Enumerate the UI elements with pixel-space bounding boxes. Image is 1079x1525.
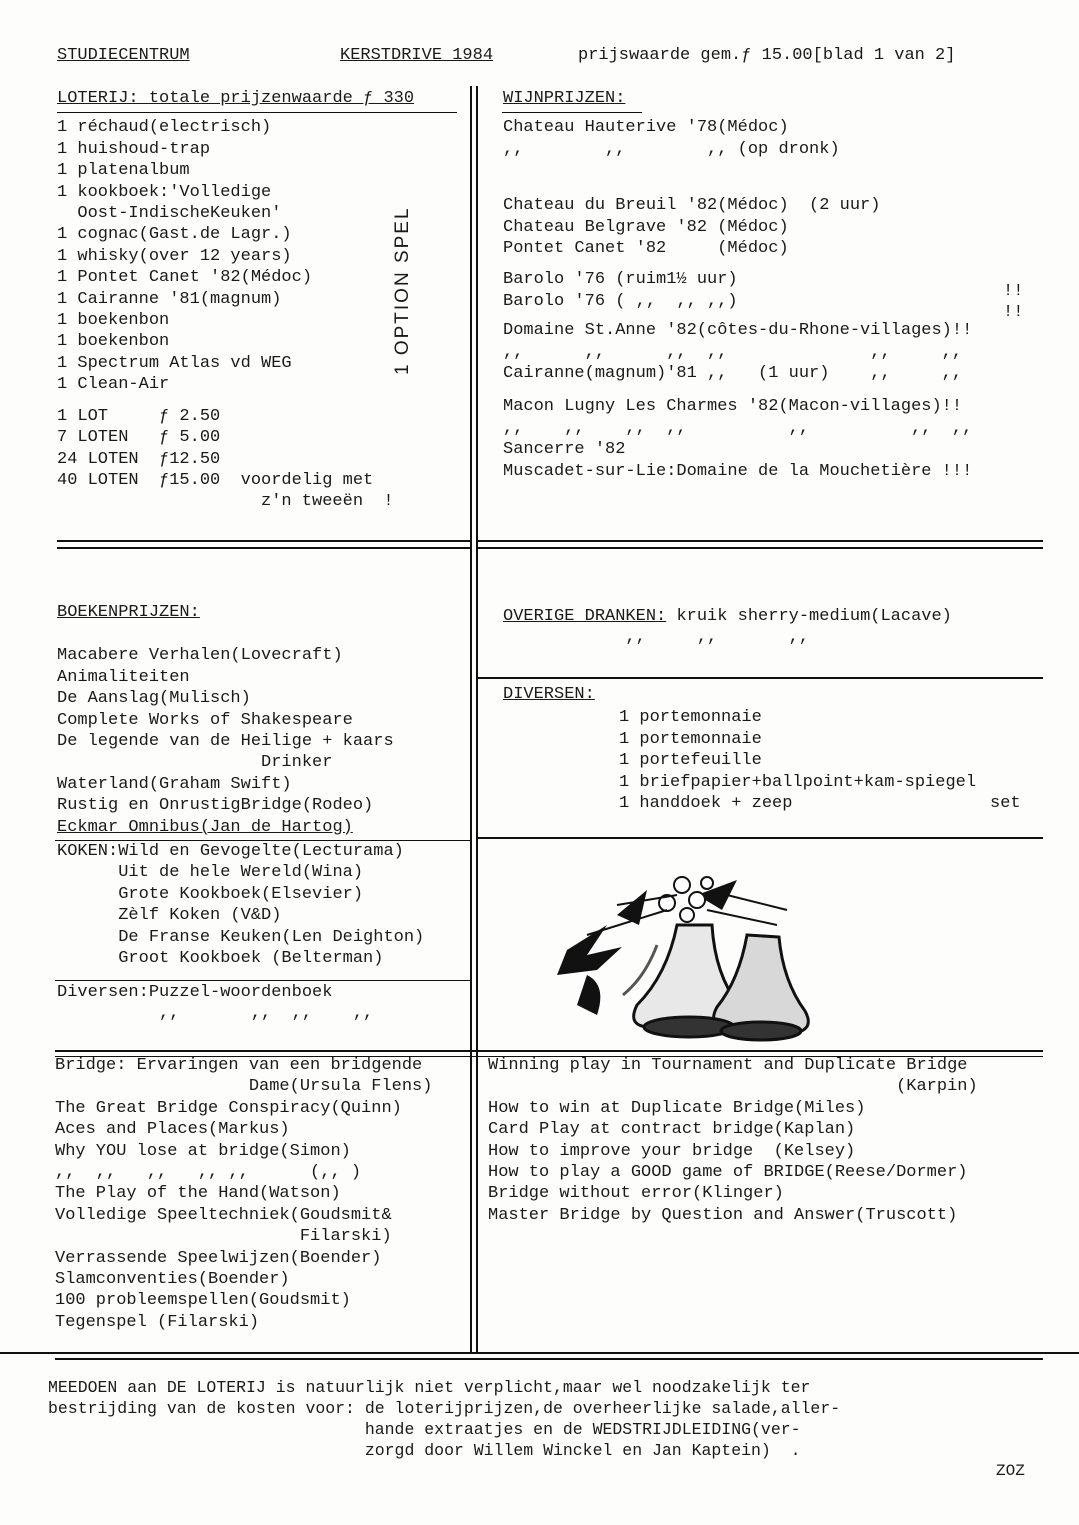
diversen-set: set — [990, 794, 1021, 813]
loterij-item: 1 cognac(Gast.de Lagr.) — [57, 225, 292, 245]
rule-wijn-2 — [478, 547, 1043, 549]
loterij-title: LOTERIJ: totale prijzenwaarde ƒ 330 — [57, 89, 415, 108]
bridge-left-item: Verrassende Speelwijzen(Boender) — [55, 1248, 382, 1268]
diversen-right-item: 1 portemonnaie — [619, 729, 762, 749]
boek-item: Eckmar Omnibus(Jan de Hartog) — [57, 817, 353, 837]
barolo-mark: !! — [1003, 282, 1024, 301]
bridge-right-item: How to win at Duplicate Bridge(Miles) — [488, 1098, 866, 1118]
wijn-item: Chateau du Breuil '82(Médoc) (2 uur) — [503, 196, 881, 216]
diversen-left-item: ,, ,, ,, ,, — [57, 1004, 374, 1024]
overige-title: OVERIGE DRANKEN: — [503, 607, 667, 626]
bridge-right-section — [488, 1055, 978, 1226]
rule-bottom-2 — [55, 1358, 1043, 1360]
rule-diversen-left — [55, 980, 470, 981]
header-studiecentrum: STUDIECENTRUM — [57, 46, 190, 65]
diversen-right-section — [503, 684, 976, 814]
bridge-right-item: How to improve your bridge (Kelsey) — [488, 1141, 856, 1161]
bridge-right-item: Master Bridge by Question and Answer(Truscott) — [488, 1205, 958, 1225]
wijn-item: Chateau Hauterive '78(Médoc) — [503, 118, 789, 138]
wijn-item: Domaine St.Anne '82(côtes-du-Rhone-villages)!! — [503, 321, 973, 341]
boek-item: De legende van de Heilige + kaars — [57, 732, 394, 752]
boek-item: Complete Works of Shakespeare — [57, 710, 353, 730]
loterij-section — [57, 88, 414, 513]
diversen-right-item: 1 portemonnaie — [619, 708, 762, 728]
wijn-item: Cairanne(magnum)'81 ,, (1 uur) ,, ,, — [503, 364, 963, 384]
wijn-item: Macon Lugny Les Charmes '82(Macon-villages)!! — [503, 397, 963, 417]
barolo-mark: !! — [1003, 303, 1024, 322]
bridge-left-item: Why YOU lose at bridge(Simon) — [55, 1141, 351, 1161]
bridge-right-item: Bridge without error(Klinger) — [488, 1184, 784, 1204]
boek-item: Animaliteiten — [57, 667, 190, 687]
boek-item: De Aanslag(Mulisch) — [57, 689, 251, 709]
wijn-title: WIJNPRIJZEN: — [503, 89, 626, 108]
option-spel-label: 1 OPTION SPEL — [392, 206, 413, 375]
overige-section — [503, 606, 952, 649]
bridge-left-item: The Great Bridge Conspiracy(Quinn) — [55, 1098, 402, 1118]
koken-item: Zèlf Koken (V&D) — [57, 906, 282, 926]
wijn-item: Barolo '76 ( ,, ,, ,,) — [503, 291, 738, 311]
bridge-right-item: Card Play at contract bridge(Kaplan) — [488, 1120, 856, 1140]
loterij-item: 1 Clean-Air — [57, 375, 170, 395]
loterij-item: Oost-IndischeKeuken' — [57, 204, 282, 224]
wijn-section — [503, 88, 972, 482]
bridge-left-item: Aces and Places(Markus) — [55, 1120, 290, 1140]
loterij-item: 1 kookboek:'Volledige — [57, 182, 272, 202]
rule-bottom-1 — [0, 1352, 1079, 1354]
header-prijswaarde: prijswaarde gem.ƒ 15.00[blad 1 van 2] — [578, 46, 956, 65]
bridge-left-item: ,, ,, ,, ,, ,, (,, ) — [55, 1163, 362, 1183]
koken-item: KOKEN:Wild en Gevogelte(Lecturama) — [57, 842, 404, 861]
koken-item: De Franse Keuken(Len Deighton) — [57, 927, 425, 947]
footer-line: MEEDOEN aan DE LOTERIJ is natuurlijk niet verplicht,maar wel noodzakelijk ter — [48, 1378, 811, 1397]
wijn-item: Barolo '76 (ruim1½ uur) — [503, 270, 738, 290]
loterij-item: 1 platenalbum — [57, 161, 190, 181]
rule-overige — [478, 677, 1043, 679]
footer-line: hande extraatjes en de WEDSTRIJDLEIDING(ver- — [48, 1420, 801, 1439]
bridge-left-item: Filarski) — [55, 1227, 392, 1247]
rule-wijn-1 — [478, 540, 1043, 542]
loterij-price: 1 LOT ƒ 2.50 — [57, 406, 221, 426]
wijn-item: Chateau Belgrave '82 (Médoc) — [503, 217, 789, 237]
diversen-right-item: 1 briefpapier+ballpoint+kam-spiegel — [619, 772, 977, 792]
loterij-item: 1 Pontet Canet '82(Médoc) — [57, 268, 313, 288]
footer-line: zorgd door Willem Winckel en Jan Kaptein) . — [48, 1441, 801, 1460]
boek-item: Drinker — [57, 753, 333, 773]
bridge-left-item: 100 probleemspellen(Goudsmit) — [55, 1291, 351, 1311]
wijn-item — [503, 160, 972, 195]
diversen-left-section — [57, 982, 373, 1025]
boek-item: Macabere Verhalen(Lovecraft) — [57, 646, 343, 666]
bridge-left-section — [55, 1055, 432, 1333]
diversen-right-item: 1 handdoek + zeep — [619, 794, 793, 814]
koken-item: Uit de hele Wereld(Wina) — [57, 863, 364, 883]
bridge-left-item: Volledige Speeltechniek(Goudsmit& — [55, 1205, 392, 1225]
wijn-item: ,, ,, ,, ,, ,, ,, ,, — [503, 418, 973, 438]
koken-section — [57, 841, 424, 969]
boeken-section — [57, 602, 394, 838]
christmas-bells-illustration — [527, 855, 817, 1055]
wijn-item: Pontet Canet '82 (Médoc) — [503, 239, 789, 259]
bridge-right-item: Winning play in Tournament and Duplicate Bridge — [488, 1056, 968, 1075]
wijn-item: Muscadet-sur-Lie:Domaine de la Mouchetière !!! — [503, 461, 973, 481]
zoz-label: ZOZ — [996, 1462, 1025, 1480]
bridge-left-item: Bridge: Ervaringen van een bridgende — [55, 1056, 423, 1075]
loterij-note: z'n tweeën ! — [261, 492, 394, 512]
center-divider-2 — [476, 86, 478, 1352]
overige-text: kruik sherry-medium(Lacave) — [676, 607, 952, 626]
boek-item: Waterland(Graham Swift) — [57, 774, 292, 794]
diversen-left-item: Diversen:Puzzel-woordenboek — [57, 983, 333, 1002]
loterij-price: 40 LOTEN ƒ15.00 voordelig met — [57, 470, 374, 490]
wijn-item: Sancerre '82 — [503, 440, 626, 460]
rule-lot-1 — [57, 540, 470, 542]
loterij-item: 1 Spectrum Atlas vd WEG — [57, 353, 292, 373]
overige-ditto: ,, ,, ,, — [503, 628, 810, 648]
boeken-title: BOEKENPRIJZEN: — [57, 603, 200, 622]
loterij-item: 1 Cairanne '81(magnum) — [57, 289, 282, 309]
diversen-right-item: 1 portefeuille — [619, 751, 762, 771]
loterij-item: 1 boekenbon — [57, 332, 170, 352]
diversen-right-title: DIVERSEN: — [503, 685, 595, 704]
loterij-item: 1 boekenbon — [57, 311, 170, 331]
loterij-price: 24 LOTEN ƒ12.50 — [57, 449, 221, 469]
footer-line: bestrijding van de kosten voor: de loterijprijzen,de overheerlijke salade,aller- — [48, 1399, 841, 1418]
boek-item: Rustig en OnrustigBridge(Rodeo) — [57, 796, 374, 816]
rule-lot-2 — [57, 547, 470, 549]
footer-note — [48, 1377, 840, 1461]
koken-item: Groot Kookboek (Belterman) — [57, 949, 384, 969]
koken-item: Grote Kookboek(Elsevier) — [57, 884, 364, 904]
wijn-item: ,, ,, ,, (op dronk) — [503, 139, 840, 159]
loterij-item: 1 huishoud-trap — [57, 139, 211, 159]
bridge-left-item: Dame(Ursula Flens) — [55, 1077, 433, 1097]
loterij-item: 1 whisky(over 12 years) — [57, 246, 292, 266]
bridge-left-item: Tegenspel (Filarski) — [55, 1312, 260, 1332]
bridge-right-item: How to play a GOOD game of BRIDGE(Reese/Dormer) — [488, 1163, 968, 1183]
wijn-item: ,, ,, ,, ,, ,, ,, — [503, 342, 963, 362]
loterij-price: 7 LOTEN ƒ 5.00 — [57, 428, 221, 448]
bridge-left-item: The Play of the Hand(Watson) — [55, 1184, 341, 1204]
rule-diversen — [478, 837, 1043, 839]
header-kerstdrive: KERSTDRIVE 1984 — [340, 46, 494, 65]
bridge-left-item: Slamconventies(Boender) — [55, 1270, 290, 1290]
loterij-item: 1 réchaud(electrisch) — [57, 118, 272, 138]
center-divider — [470, 86, 472, 1352]
bridge-right-item: (Karpin) — [488, 1077, 978, 1097]
